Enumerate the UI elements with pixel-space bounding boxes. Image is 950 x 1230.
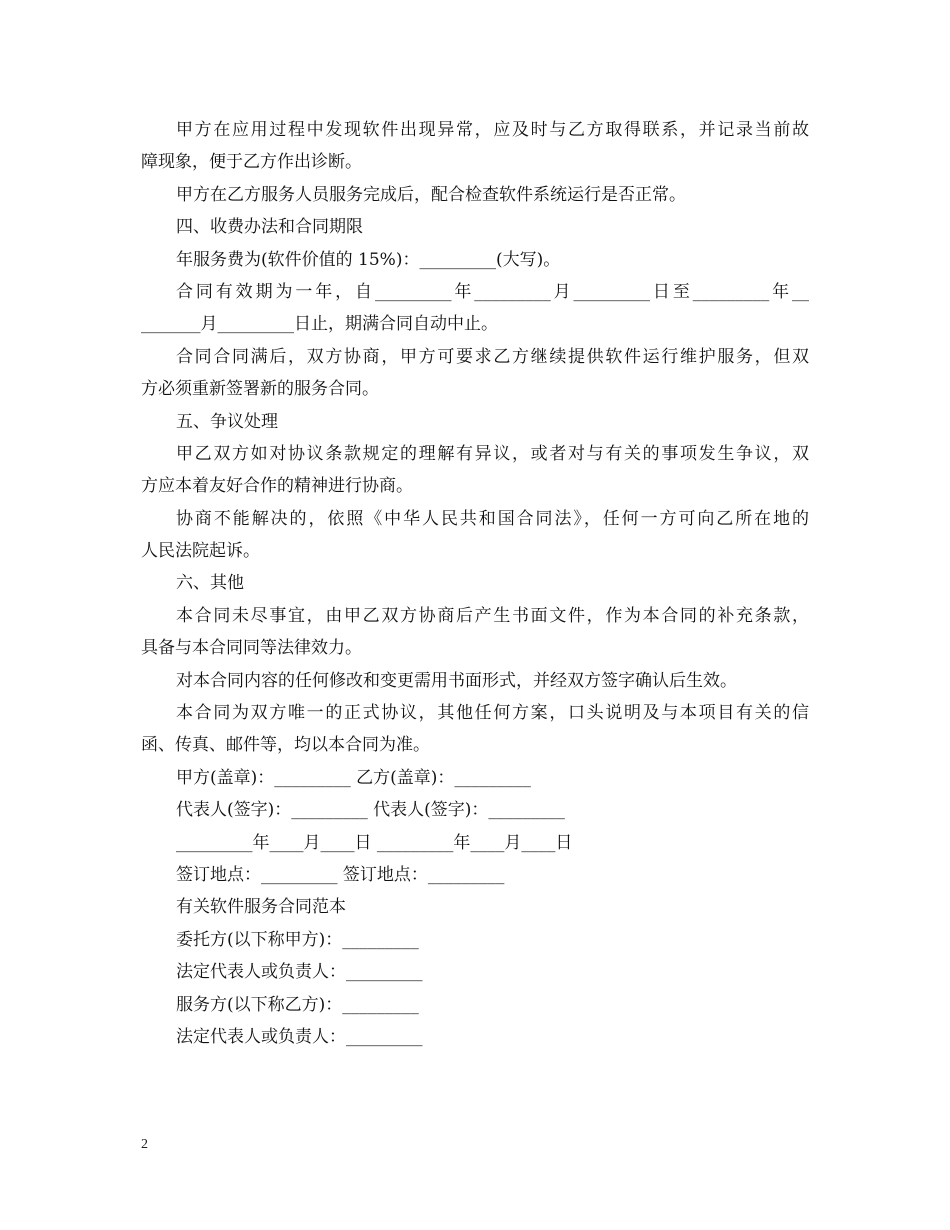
text-line: 人民法院起诉。 — [141, 541, 260, 562]
text-line: 法定代表人或负责人：_________ — [176, 1026, 423, 1047]
text-line: 协商不能解决的，依照《中华人民共和国合同法》，任何一方可向乙所在地的 — [176, 508, 809, 529]
text-line: 甲方在应用过程中发现软件出现异常，应及时与乙方取得联系，并记录当前故 — [176, 120, 809, 140]
text-line: 四、收费办法和合同期限 — [176, 217, 363, 238]
text-line: 甲乙双方如对协议条款规定的理解有异议，或者对与有关的事项发生争议，双 — [176, 443, 809, 464]
text-line: 对本合同内容的任何修改和变更需用书面形式，并经双方签字确认后生效。 — [176, 670, 737, 691]
text-line: 六、其他 — [176, 573, 244, 594]
text-line: 函、传真、邮件等，均以本合同为准。 — [141, 735, 430, 756]
text-line: 五、争议处理 — [176, 411, 278, 432]
text-line: 甲方(盖章)：_________ 乙方(盖章)：_________ — [176, 767, 531, 788]
text-line: 合同合同满后，双方协商，甲方可要求乙方继续提供软件运行维护服务，但双 — [176, 346, 809, 367]
document-body — [141, 114, 809, 1053]
text-line: 委托方(以下称甲方)：_________ — [176, 929, 419, 950]
page-number: 2 — [141, 1137, 148, 1152]
text-line: 服务方(以下称乙方)：_________ — [176, 994, 419, 1015]
text-line: 有关软件服务合同范本 — [176, 897, 346, 918]
text-line: 本合同为双方唯一的正式协议，其他任何方案，口头说明及与本项目有关的信 — [176, 703, 809, 724]
text-line: _________年____月____日 _________年____月____日 — [176, 832, 573, 853]
text-line: 方必须重新签署新的服务合同。 — [141, 379, 379, 400]
text-line: 本合同未尽事宜，由甲乙双方协商后产生书面文件，作为本合同的补充条款， — [176, 605, 809, 626]
text-line: 甲方在乙方服务人员服务完成后，配合检查软件系统运行是否正常。 — [176, 184, 686, 205]
text-line: 代表人(签字)：_________ 代表人(签字)：_________ — [176, 800, 565, 821]
text-line: 签订地点：_________ 签订地点：_________ — [176, 864, 505, 885]
text-line: 法定代表人或负责人：_________ — [176, 962, 423, 983]
text-line: 障现象，便于乙方作出诊断。 — [141, 152, 362, 173]
text-line: 合同有效期为一年，自_________年_________月_________日至_________年__ — [176, 281, 809, 302]
text-line: 方应本着友好合作的精神进行协商。 — [141, 476, 413, 497]
text-line: _______月_________日止，期满合同自动中止。 — [141, 314, 498, 335]
text-line: 具备与本合同同等法律效力。 — [141, 638, 362, 659]
text-line: 年服务费为(软件价值的 15%)：_________(大写)。 — [176, 249, 561, 270]
